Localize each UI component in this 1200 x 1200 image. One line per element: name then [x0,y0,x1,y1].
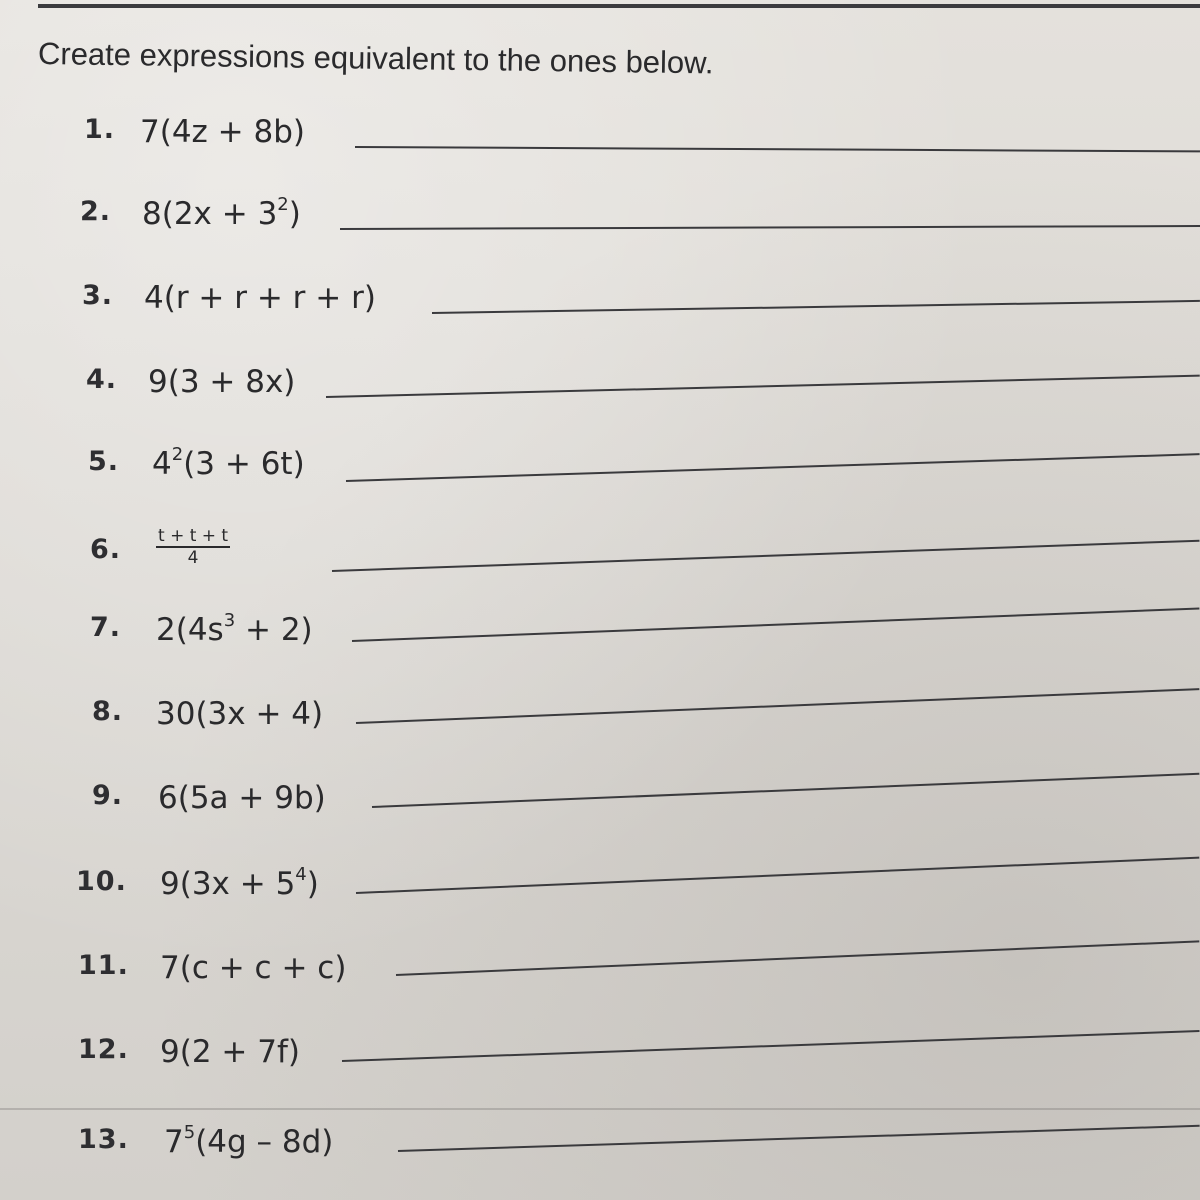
answer-line-13[interactable] [398,1125,1200,1152]
answer-line-5[interactable] [346,453,1200,482]
problem-expression: $9(3x + 5^4)$ [160,864,319,902]
problem-number: 1. [84,114,116,145]
answer-line-12[interactable] [342,1030,1200,1062]
problem-number: 11. [78,950,129,981]
problem-expression: 7(4z + 8b) [140,114,305,150]
problem-number: 7. [90,612,122,643]
problem-number: 12. [78,1034,129,1065]
fraction-denominator: 4 [187,548,199,568]
answer-line-2[interactable] [340,225,1200,230]
problem-number: 6. [90,534,122,565]
answer-line-11[interactable] [396,940,1199,976]
fraction-numerator: t + t + t [158,526,229,546]
fraction-expression [156,526,230,568]
problem-number: 10. [76,866,127,897]
answer-line-10[interactable] [356,857,1199,894]
problem-number: 4. [86,364,118,395]
answer-line-3[interactable] [432,300,1200,314]
answer-line-7[interactable] [352,607,1199,642]
problem-expression: $2(4s^3 + 2)$ [156,610,313,648]
problem-expression: $4^2(3 + 6t)$ [152,444,305,482]
problem-expression: 30(3x + 4) [156,696,324,732]
problem-expression: 4(r + r + r + r) [144,280,376,316]
problem-number: 9. [92,780,124,811]
problem-number: 8. [92,696,124,727]
page-fold-line [0,1108,1200,1110]
answer-line-8[interactable] [356,688,1199,724]
problem-expression: 9(3 + 8x) [148,364,296,400]
problem-expression: 9(2 + 7f) [160,1034,300,1070]
problem-expression: $8(2x + 3^2)$ [142,194,301,232]
problem-number: 13. [78,1124,129,1155]
problem-number: 2. [80,196,112,227]
answer-line-4[interactable] [326,375,1200,398]
problem-expression: $7^5(4g - 8d)$ [164,1122,334,1160]
top-border-rule [38,4,1200,8]
answer-line-1[interactable] [355,146,1200,152]
problem-expression: 7(c + c + c) [160,950,347,986]
problem-number: 3. [82,280,114,311]
instruction-text: Create expressions equivalent to the ones below. [37,36,714,81]
problem-number: 5. [88,446,120,477]
answer-line-9[interactable] [372,773,1199,808]
answer-line-6[interactable] [332,540,1200,572]
problem-expression: 6(5a + 9b) [158,780,326,816]
